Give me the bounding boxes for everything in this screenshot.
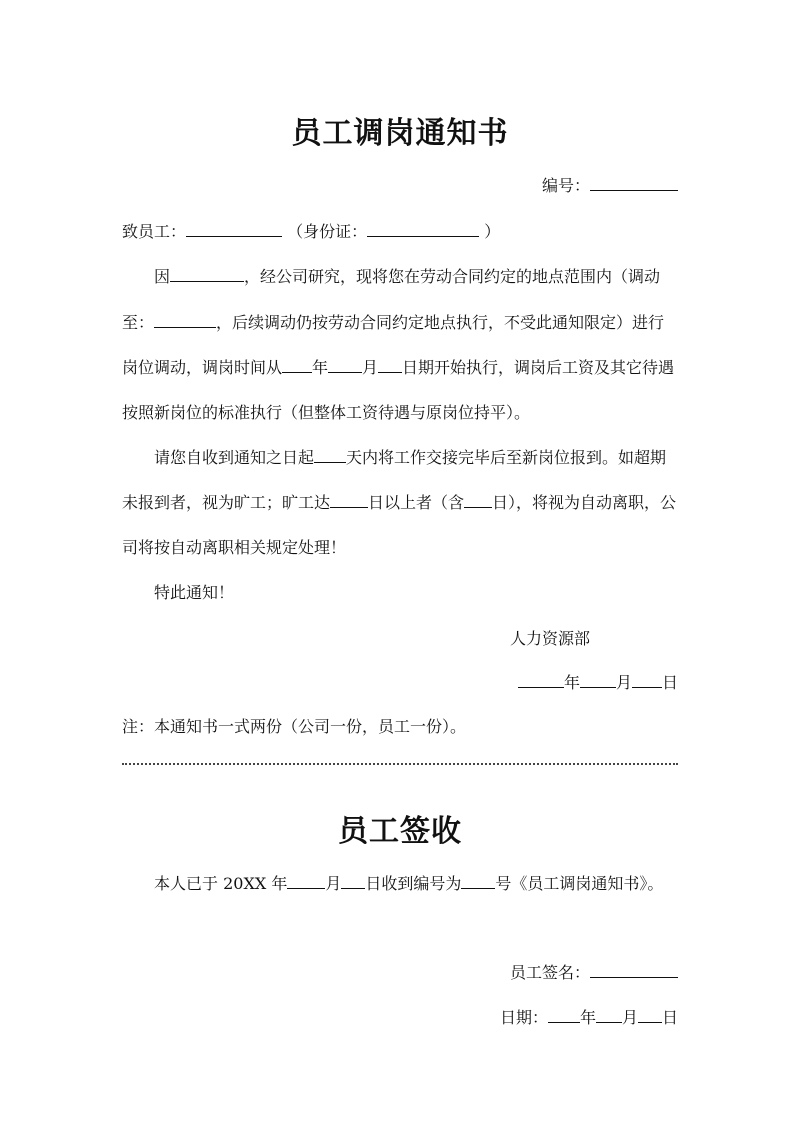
receipt-date-month-label: 月	[621, 1008, 638, 1027]
notice-month-blank	[580, 673, 616, 688]
notice-title: 员工调岗通知书	[291, 116, 509, 151]
receipt-date-day-blank	[638, 1008, 662, 1023]
start-day-blank	[378, 358, 402, 373]
receipt-date-year-label: 年	[579, 1008, 596, 1027]
p1-year-label: 年	[312, 358, 329, 377]
receipt-month-blank	[287, 874, 325, 889]
recipient-line	[122, 222, 500, 242]
id-close-label: ）	[484, 222, 501, 241]
paragraph1-line2	[122, 313, 664, 333]
notice-day-label: 日	[661, 673, 678, 692]
receipt-title: 员工签收	[338, 814, 462, 849]
p1-month-label: 月	[362, 358, 379, 377]
receipt-text-c: 日收到编号为	[365, 874, 462, 893]
cut-line-divider	[122, 763, 678, 765]
p2-text-e: 日），将视为自动离职，公	[492, 493, 677, 512]
start-month-blank	[328, 358, 362, 373]
receipt-text-d: 号《员工调岗通知书》。	[495, 874, 664, 893]
number-label: 编号：	[541, 176, 590, 195]
notice-footnote: 注：本通知书一式两份（公司一份，员工一份）。	[122, 717, 467, 736]
days-blank	[314, 448, 346, 463]
inclusive-days-blank	[464, 493, 492, 508]
receipt-date-year-blank	[548, 1008, 580, 1023]
p1-text-e: 岗位调动，调岗时间从	[122, 358, 283, 377]
employee-signature-line	[510, 963, 678, 983]
department-name: 人力资源部	[510, 629, 591, 648]
closing-text: 特此通知！	[154, 583, 235, 602]
receipt-month-label: 月	[325, 874, 342, 893]
id-number-blank	[367, 222, 479, 237]
id-open-label: （身份证：	[287, 222, 368, 241]
receipt-date-day-label: 日	[661, 1008, 678, 1027]
notice-day-blank	[632, 673, 662, 688]
paragraph1-line1	[154, 267, 660, 287]
receipt-text-a: 本人已于 20XX 年	[154, 874, 288, 893]
receipt-statement	[154, 874, 663, 894]
notice-year-blank	[518, 673, 564, 688]
paragraph2-line1	[154, 448, 666, 468]
notice-month-label: 月	[615, 673, 632, 692]
paragraph2-line2	[122, 493, 676, 513]
p2-text-d: 日以上者（含	[368, 493, 465, 512]
receipt-number-blank	[461, 874, 495, 889]
signature-blank	[590, 963, 678, 978]
number-blank	[590, 176, 678, 191]
reason-blank	[170, 267, 244, 282]
employee-name-blank	[186, 222, 282, 237]
receipt-date-month-blank	[596, 1008, 622, 1023]
paragraph1-line3	[122, 358, 674, 378]
p1-text-a: 因	[154, 267, 171, 286]
paragraph1-line4: 按照新岗位的标准执行（但整体工资待遇与原岗位持平）。	[122, 403, 531, 422]
notice-year-label: 年	[563, 673, 580, 692]
receipt-date-line	[500, 1008, 678, 1028]
transfer-location-blank	[154, 313, 216, 328]
paragraph2-line3: 司将按自动离职相关规定处理！	[122, 538, 347, 557]
start-year-blank	[282, 358, 312, 373]
p1-text-c: 至：	[122, 313, 155, 332]
p1-text-d: ，后续调动仍按劳动合同约定地点执行，不受此通知限定）进行	[216, 313, 665, 332]
receipt-day-blank	[341, 874, 365, 889]
absence-days-blank	[330, 493, 368, 508]
receipt-date-label: 日期：	[499, 1008, 548, 1027]
p1-text-f: 日期开始执行，调岗后工资及其它待遇	[402, 358, 675, 377]
to-label: 致员工：	[122, 222, 187, 241]
p1-text-b: ，经公司研究，现将您在劳动合同约定的地点范围内（调动	[244, 267, 661, 286]
notice-number-line	[542, 176, 678, 196]
p2-text-b: 天内将工作交接完毕后至新岗位报到。如超期	[346, 448, 667, 467]
p2-text-c: 未报到者，视为旷工；旷工达	[122, 493, 331, 512]
notice-date-line	[518, 673, 678, 693]
p2-text-a: 请您自收到通知之日起	[154, 448, 315, 467]
signature-label: 员工签名：	[509, 963, 590, 982]
